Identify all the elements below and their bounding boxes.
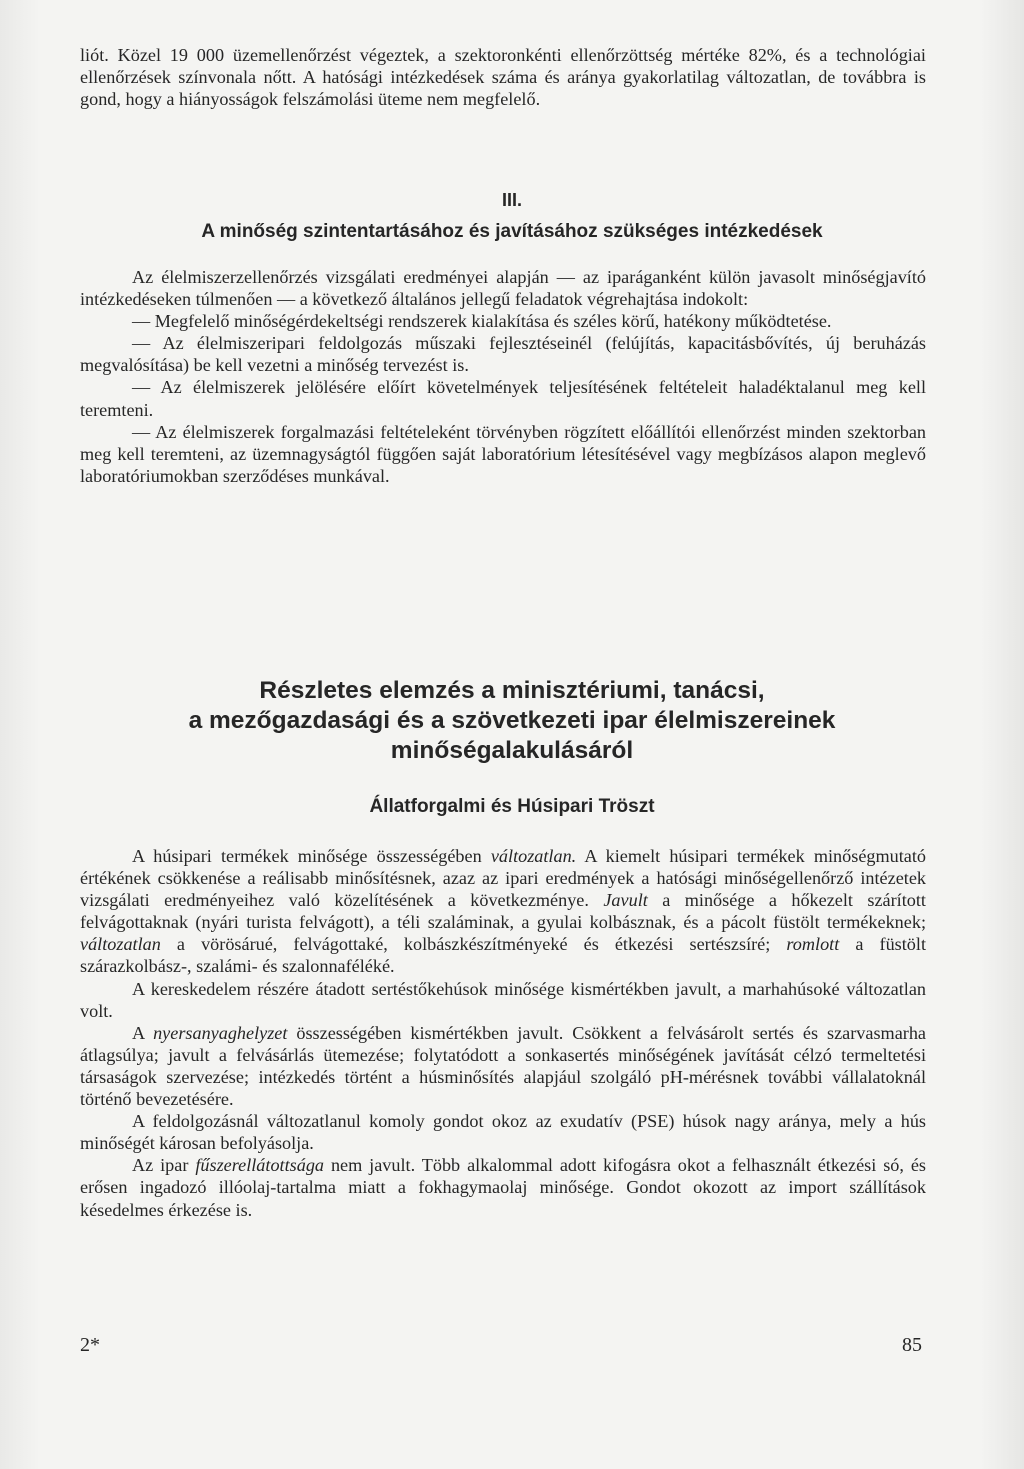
section-body [80, 266, 926, 487]
text-run: Az ipar [132, 1155, 196, 1176]
main-heading [0, 676, 1024, 766]
text-run: a minősége a hőkezelt szárított felvágottaknak (nyári turista felvágott), a téli szaláminak, a gyulai kolbásznak, és a pácolt füstölt termékeknek; [80, 890, 926, 933]
text-run: A húsipari termékek minősége összességében [132, 846, 491, 866]
subsection-title: Állatforgalmi és Húsipari Tröszt [369, 796, 655, 817]
text-run: a vörösárué, felvágottaké, kolbászkészítményeké és étkezési sertészsíré; [160, 934, 787, 955]
paragraph-trade-meat: A kereskedelem részére átadott sertéstőkehúsok minősége kismértékben javult, a marhahúsoké változatlan volt. [80, 978, 926, 1021]
list-item: — Megfelelő minőségérdekeltségi rendszerek kialakítása és széles körű, hatékony működtetése. [132, 311, 832, 332]
list-item: — Az élelmiszerek jelölésére előírt követelmények teljesítésének feltételeit haladéktalanul meg kell teremteni. [80, 377, 926, 420]
intro-block [80, 44, 926, 110]
emphasis-run: romlott [786, 934, 840, 955]
text-run: a füstölt szárazkolbász-, szalámi- és szalonnaféléké. [80, 934, 926, 977]
main-heading-line: minőségalakulásáról [390, 737, 634, 764]
emphasis-run: változatlan [80, 934, 161, 955]
paragraph-quality-overview [80, 845, 926, 978]
main-heading-line: Részletes elemzés a minisztériumi, tanácsi, [259, 677, 765, 704]
signature-mark: 2* [80, 1334, 100, 1356]
emphasis-run: nyersanyaghelyzet [153, 1022, 288, 1043]
subsection-body [80, 845, 926, 1221]
text-run: nem javult. Több alkalommal adott kifogásra okot a felhasznált étkezési só, és erősen ingadozó illóolaj-tartalma miatt a fokhagymaolaj minősége. Gondot okozott az import szállítások késedelmes érkezése is. [80, 1155, 926, 1220]
main-heading-line: a mezőgazdasági és a szövetkezeti ipar élelmiszereinek [188, 707, 836, 734]
text-run: összességében kismértékben javult. Csökkent a felvásárolt sertés és szarvasmarha átlagsúlya; javult a felvásárlás ütemezése; folytatódott a sonkasertés minőségének javítását célzó termeltetési társaságok szervezése; intézkedés történt a húsminősítés alapjául szolgáló pH-mérésnek további vállalatoknál történő bevezetésére. [80, 1022, 926, 1110]
emphasis-run: változatlan. [490, 846, 577, 866]
emphasis-run: Javult [603, 890, 648, 911]
intro-paragraph: liót. Közel 19 000 üzemellenőrzést végeztek, a szektoronkénti ellenőrzöttség mértéke 82%, és a technológiai ellenőrzések színvonala nőtt. A hatósági intézkedések száma és aránya gyakorlatilag változatlan, de továbbra is gond, hogy a hiányosságok felszámolási üteme nem megfelelő. [80, 45, 926, 110]
paragraph-processing: A feldolgozásnál változatlanul komoly gondot okoz az exudatív (PSE) húsok nagy aránya, mely a hús minőségét károsan befolyásolja. [80, 1111, 926, 1154]
text-run: A kiemelt húsipari termékek minőségmutató értékének csökkenése a reálisabb minősítésnek, azaz az ipari eredmények a hatósági minőségellenőrző intézetek vizsgálati eredményeihez való közelítésének a következménye. [80, 846, 927, 911]
section-number: III. [501, 190, 522, 210]
section-lead-paragraph: Az élelmiszerzellenőrzés vizsgálati eredményei alapján — az iparáganként külön javasolt minőségjavító intézkedéseken túlmenően — a következő általános jellegű feladatok végrehajtása indokolt: [80, 267, 926, 310]
list-item: — Az élelmiszerek forgalmazási feltételeként törvényben rögzített előállítói ellenőrzést minden szektorban meg kell teremteni, az üzemnagyságtól függően saját laboratórium létesítésével vagy megbízásos alapon meglevő laboratóriumokban szerződéses munkával. [80, 421, 926, 486]
paragraph-raw-material [80, 1022, 926, 1110]
list-item: — Az élelmiszeripari feldolgozás műszaki fejlesztéseinél (felújítás, kapacitásbővítés, új beruházás megvalósítása) be kell vezetni a minőség tervezést is. [80, 333, 926, 376]
section-title: A minőség szintentartásához és javításához szükséges intézkedések [201, 221, 823, 242]
text-run: A [132, 1022, 154, 1043]
page-number: 85 [902, 1334, 922, 1356]
paragraph-spice-supply [80, 1154, 926, 1220]
emphasis-run: fűszerellátottsága [195, 1155, 325, 1176]
